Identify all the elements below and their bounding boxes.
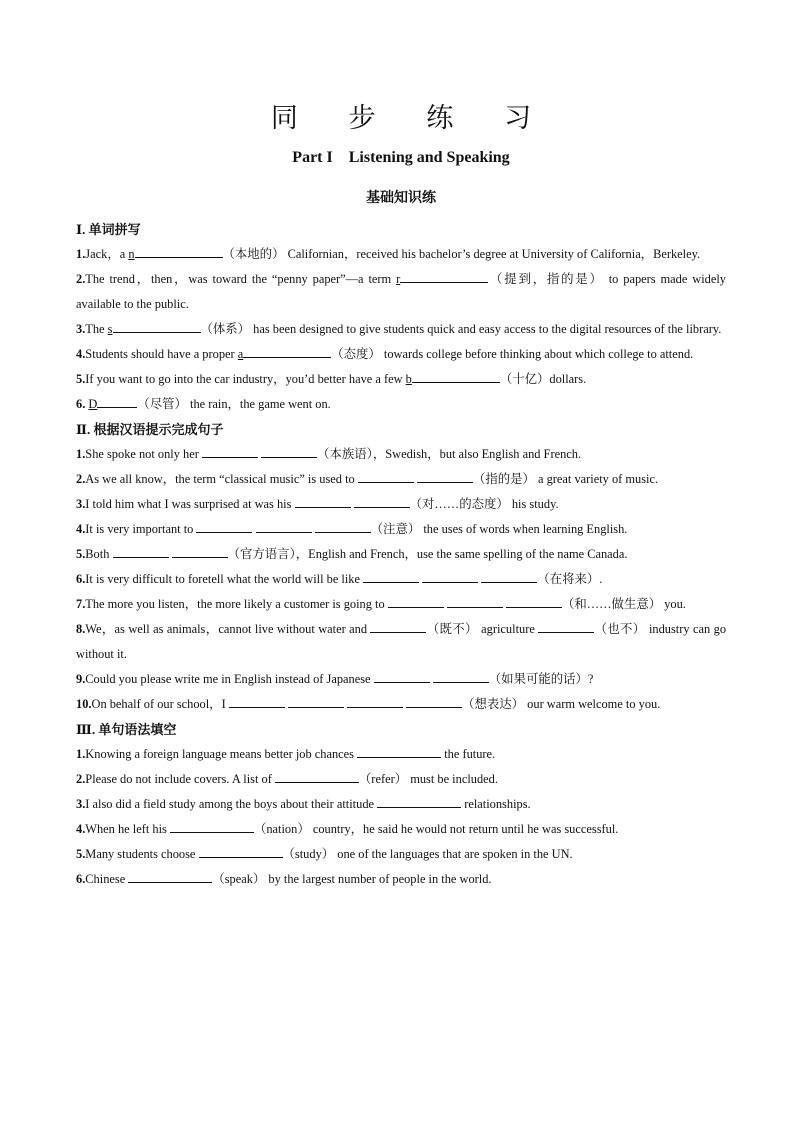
question-number: 5. [76, 547, 86, 561]
section-heading-complete-sentences: Ⅱ. 根据汉语提示完成句子 [76, 422, 224, 437]
answer-blank[interactable] [433, 668, 489, 683]
question-text: . [599, 572, 603, 586]
section-grammar-fill [76, 742, 726, 892]
answer-blank[interactable] [377, 793, 461, 808]
question-text: I also did a field study among the boys about their attitude [85, 797, 378, 811]
chinese-hint: （也不） [594, 622, 646, 636]
question-text: The [85, 322, 108, 336]
answer-blank[interactable] [354, 493, 410, 508]
question-text: a great variety of music. [534, 472, 659, 486]
question-text: If you want to go into the car industry，you’d better have a few [85, 372, 406, 386]
answer-blank[interactable] [196, 518, 252, 533]
question-text: our warm welcome to you. [524, 697, 661, 711]
question-item [76, 467, 726, 492]
question-text: I told him what I was surprised at was his [85, 497, 295, 511]
chinese-hint: （本地的） [222, 247, 285, 261]
answer-blank[interactable] [261, 443, 317, 458]
question-number: 2. [76, 772, 86, 786]
question-number: 4. [76, 347, 86, 361]
answer-blank[interactable] [422, 568, 478, 583]
question-text: On behalf of our school，I [91, 697, 229, 711]
question-text: agriculture [477, 622, 539, 636]
letter-hint: r [396, 272, 401, 286]
answer-blank[interactable] [388, 593, 444, 608]
subsection-title: 基础知识练 [366, 191, 436, 206]
question-number: 5. [76, 847, 86, 861]
question-text: Students should have a proper [85, 347, 238, 361]
question-number: 4. [76, 522, 86, 536]
question-number: 3. [76, 322, 86, 336]
question-text: It is very important to [85, 522, 197, 536]
chinese-hint: （如果可能的话） [488, 672, 588, 686]
question-item [76, 542, 726, 567]
question-number: 6. [76, 397, 86, 411]
question-text: ? [587, 672, 594, 686]
question-number: 3. [76, 797, 86, 811]
chinese-hint: （官方语言） [227, 547, 296, 561]
question-text: We，as well as animals，cannot live without water and [85, 622, 371, 636]
question-item [76, 267, 726, 317]
question-text: the uses of words when learning English. [420, 522, 628, 536]
question-number: 3. [76, 497, 86, 511]
question-text: ，Swedish，but also English and French. [372, 447, 582, 461]
question-text: ，English and French，use the same spelling of the name Canada. [295, 547, 628, 561]
question-text: Jack，a [85, 247, 129, 261]
question-item [76, 242, 726, 267]
question-item [76, 617, 726, 667]
chinese-hint: （想表达） [462, 697, 525, 711]
chinese-hint: （指的是） [472, 472, 535, 486]
question-item [76, 842, 726, 867]
section-heading-grammar-fill: Ⅲ. 单句语法填空 [76, 722, 177, 737]
question-item [76, 592, 726, 617]
question-text: towards college before thinking about which college to attend. [380, 347, 694, 361]
question-item [76, 742, 726, 767]
chinese-hint: （在将来） [537, 572, 600, 586]
answer-blank[interactable] [135, 243, 223, 258]
question-text: his study. [508, 497, 559, 511]
letter-hint: a [237, 347, 244, 361]
answer-blank[interactable] [256, 518, 312, 533]
question-text: the rain，the game went on. [186, 397, 331, 411]
question-number: 6. [76, 872, 86, 886]
worksheet-title: 同 步 练 习 [270, 103, 554, 133]
answer-blank[interactable] [374, 668, 430, 683]
question-number: 2. [76, 272, 86, 286]
answer-blank[interactable] [506, 593, 562, 608]
question-number: 4. [76, 822, 86, 836]
answer-blank[interactable] [406, 693, 462, 708]
question-item [76, 692, 726, 717]
question-text: must be included. [407, 772, 498, 786]
letter-hint: D [88, 397, 98, 411]
chinese-hint: （态度） [331, 347, 381, 361]
question-text: country，he said he would not return until he was successful. [309, 822, 619, 836]
question-number: 8. [76, 622, 86, 636]
answer-blank[interactable] [275, 768, 359, 783]
question-text: Please do not include covers. A list of [85, 772, 275, 786]
chinese-hint: （体系） [200, 322, 251, 336]
question-text: She spoke not only her [85, 447, 202, 461]
question-item [76, 342, 726, 367]
answer-blank[interactable] [97, 393, 137, 408]
answer-blank[interactable] [199, 843, 283, 858]
answer-blank[interactable] [295, 493, 351, 508]
question-text: When he left his [85, 822, 170, 836]
question-text: to papers made widely available to the public. [76, 272, 726, 311]
question-item [76, 667, 726, 692]
answer-blank[interactable] [128, 868, 212, 883]
question-item [76, 817, 726, 842]
answer-blank[interactable] [538, 618, 594, 633]
section-word-spelling [76, 242, 726, 417]
answer-blank[interactable] [347, 693, 403, 708]
question-text: relationships. [461, 797, 531, 811]
question-item [76, 317, 726, 342]
answer-blank[interactable] [417, 468, 473, 483]
answer-blank[interactable] [113, 543, 169, 558]
question-number: 6. [76, 572, 86, 586]
letter-hint: n [128, 247, 135, 261]
answer-blank[interactable] [243, 343, 331, 358]
question-text: you. [661, 597, 686, 611]
question-number: 7. [76, 597, 86, 611]
english-hint: （speak） [212, 872, 266, 886]
answer-blank[interactable] [315, 518, 371, 533]
question-text: Could you please write me in English instead of Japanese [85, 672, 374, 686]
answer-blank[interactable] [447, 593, 503, 608]
question-text: by the largest number of people in the world. [265, 872, 492, 886]
question-text: Knowing a foreign language means better job chances [85, 747, 358, 761]
question-item [76, 767, 726, 792]
chinese-hint: （对……的态度） [409, 497, 509, 511]
question-number: 1. [76, 447, 86, 461]
question-text: It is very difficult to foretell what the world will be like [85, 572, 364, 586]
chinese-hint: （十亿） [499, 372, 550, 386]
answer-blank[interactable] [481, 568, 537, 583]
answer-blank[interactable] [358, 468, 414, 483]
chinese-hint: （本族语） [317, 447, 373, 461]
question-text: industry can go without it. [76, 622, 727, 661]
answer-blank[interactable] [412, 368, 500, 383]
chinese-hint: （注意） [370, 522, 421, 536]
question-number: 2. [76, 472, 86, 486]
answer-blank[interactable] [400, 268, 488, 283]
question-item [76, 517, 726, 542]
answer-blank[interactable] [172, 543, 228, 558]
question-item [76, 492, 726, 517]
letter-hint: s [107, 322, 113, 336]
answer-blank[interactable] [113, 318, 201, 333]
english-hint: （refer） [358, 772, 408, 786]
question-item [76, 792, 726, 817]
part-title: Part I Listening and Speaking [292, 149, 510, 166]
answer-blank[interactable] [363, 568, 419, 583]
chinese-hint: （尽管） [137, 397, 187, 411]
english-hint: （nation） [253, 822, 310, 836]
question-text: dollars. [549, 372, 587, 386]
question-text: Both [85, 547, 113, 561]
chinese-hint: （提到，指的是） [488, 272, 604, 286]
section-heading-word-spelling: Ⅰ. 单词拼写 [76, 222, 141, 237]
worksheet-page [76, 96, 726, 892]
question-text: has been designed to give students quick and easy access to the digital resources of the library. [250, 322, 722, 336]
answer-blank[interactable] [229, 693, 285, 708]
letter-hint: b [405, 372, 412, 386]
question-number: 9. [76, 672, 86, 686]
question-item [76, 442, 726, 467]
question-number: 1. [76, 247, 86, 261]
answer-blank[interactable] [202, 443, 258, 458]
question-number: 5. [76, 372, 86, 386]
question-text: The more you listen，the more likely a customer is going to [85, 597, 388, 611]
chinese-hint: （和……做生意） [562, 597, 662, 611]
question-number: 1. [76, 747, 86, 761]
chinese-hint: （既不） [426, 622, 478, 636]
question-number: 10. [76, 697, 92, 711]
section-complete-sentences [76, 442, 726, 717]
question-text: Chinese [85, 872, 129, 886]
question-item [76, 392, 726, 417]
question-text: one of the languages that are spoken in the UN. [334, 847, 573, 861]
answer-blank[interactable] [288, 693, 344, 708]
question-text: As we all know，the term “classical music” is used to [85, 472, 358, 486]
answer-blank[interactable] [357, 743, 441, 758]
answer-blank[interactable] [370, 618, 426, 633]
question-text: the future. [441, 747, 496, 761]
question-text: Many students choose [85, 847, 199, 861]
question-item [76, 367, 726, 392]
question-text: Californian，received his bachelor’s degree at University of California，Berkeley. [284, 247, 701, 261]
answer-blank[interactable] [170, 818, 254, 833]
question-item [76, 867, 726, 892]
question-text: The trend，then，was toward the “penny paper”—a term [85, 272, 397, 286]
question-item [76, 567, 726, 592]
english-hint: （study） [282, 847, 335, 861]
